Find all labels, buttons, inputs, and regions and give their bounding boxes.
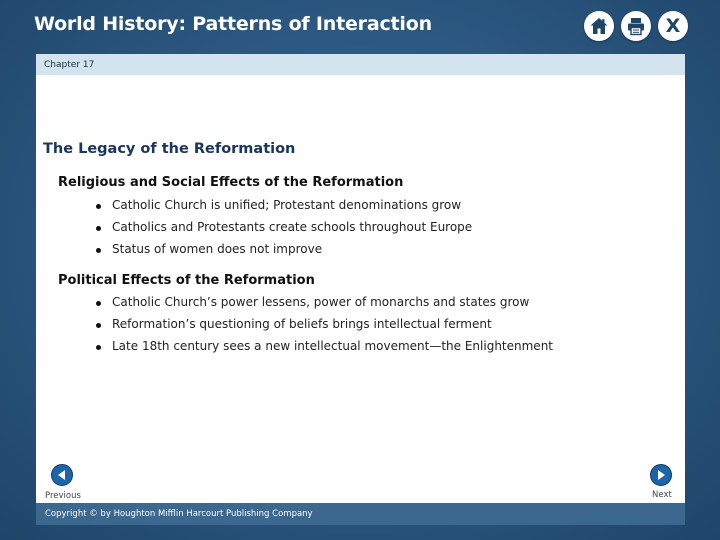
next-label[interactable]: Next <box>652 490 672 500</box>
next-button[interactable] <box>650 464 672 486</box>
arrow-right-icon <box>655 469 667 481</box>
app-title: World History: Patterns of Interaction <box>34 13 432 35</box>
list-item: Status of women does not improve <box>94 239 472 261</box>
footer-bar <box>36 503 685 525</box>
chapter-label: Chapter 17 <box>44 60 95 70</box>
slide-content <box>36 75 685 503</box>
slide-title: The Legacy of the Reformation <box>43 141 296 157</box>
chapter-bar <box>36 54 685 75</box>
section-heading-political: Political Effects of the Reformation <box>58 273 315 288</box>
home-button[interactable] <box>584 11 614 41</box>
title-bar <box>0 0 720 54</box>
copyright-text: Copyright © by Houghton Mifflin Harcourt Publishing Company <box>45 509 313 519</box>
list-item: Catholic Church’s power lessens, power of monarchs and states grow <box>94 292 553 314</box>
arrow-left-icon <box>56 469 68 481</box>
list-item: Catholics and Protestants create schools throughout Europe <box>94 217 472 239</box>
previous-label[interactable]: Previous <box>45 491 81 501</box>
close-icon: X <box>665 14 681 37</box>
bullet-list-religious <box>94 195 472 260</box>
print-icon <box>626 16 646 36</box>
section-heading-religious: Religious and Social Effects of the Reformation <box>58 175 404 190</box>
list-item: Catholic Church is unified; Protestant denominations grow <box>94 195 472 217</box>
home-icon <box>589 16 609 36</box>
list-item: Late 18th century sees a new intellectual movement—the Enlightenment <box>94 336 553 358</box>
close-button[interactable] <box>658 11 688 41</box>
print-button[interactable] <box>621 11 651 41</box>
list-item: Reformation’s questioning of beliefs brings intellectual ferment <box>94 314 553 336</box>
previous-button[interactable] <box>51 464 73 486</box>
bullet-list-political <box>94 292 553 357</box>
